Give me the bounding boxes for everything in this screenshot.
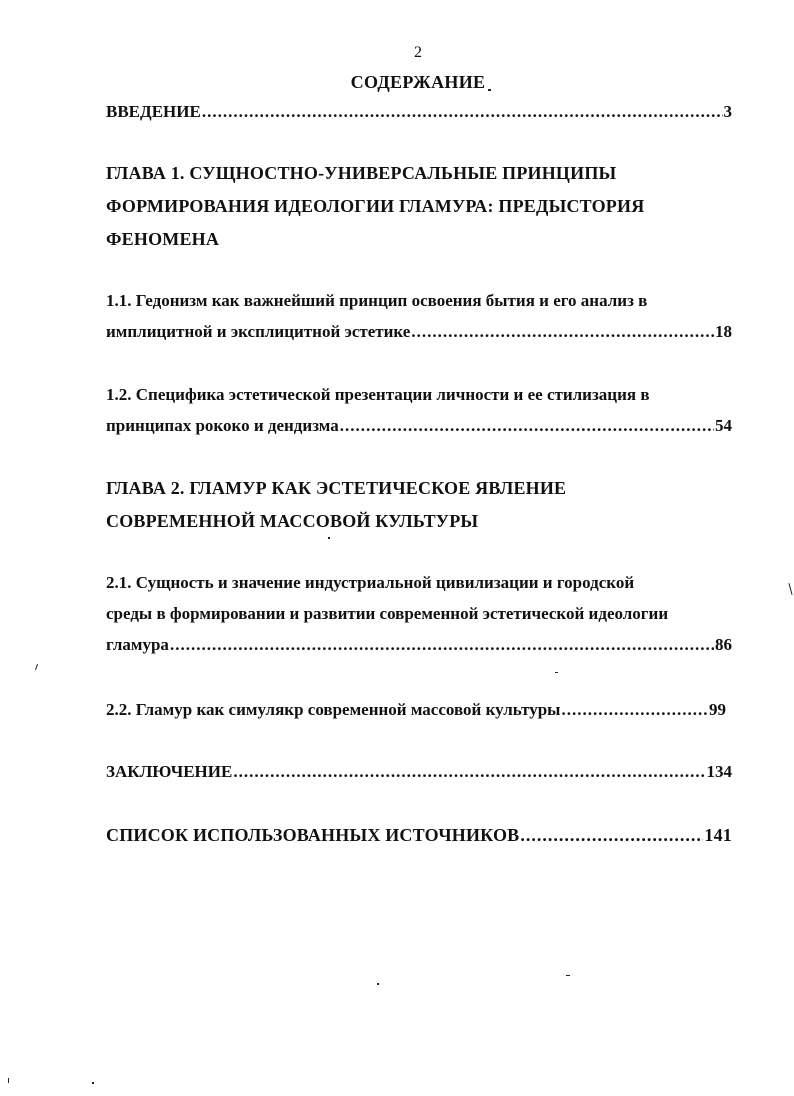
- toc-entry-2-1: [106, 567, 732, 660]
- toc-entry-page: 99: [709, 700, 726, 719]
- toc-entry-label: СПИСОК ИСПОЛЬЗОВАННЫХ ИСТОЧНИКОВ: [106, 825, 520, 845]
- page-title: СОДЕРЖАНИЕ: [350, 72, 486, 92]
- toc-chapter-line: ФЕНОМЕНА: [106, 229, 220, 249]
- toc-entry-label: ЗАКЛЮЧЕНИЕ: [106, 762, 233, 781]
- toc-entry-page: 54: [715, 416, 732, 435]
- toc-chapter-line: ГЛАВА 2. ГЛАМУР КАК ЭСТЕТИЧЕСКОЕ ЯВЛЕНИЕ: [106, 478, 567, 498]
- toc-entry-page: 3: [723, 102, 732, 121]
- toc-chapter-line: СОВРЕМЕННОЙ МАССОВОЙ КУЛЬТУРЫ: [106, 511, 479, 531]
- scan-speck: [488, 89, 491, 91]
- toc-entry-2-2: [106, 694, 726, 725]
- toc-chapter-2: [106, 472, 732, 538]
- toc-entry-line: гламура: [106, 635, 169, 654]
- dot-leader: [520, 819, 703, 852]
- toc-entry-1-1: [106, 285, 732, 347]
- dot-leader: [170, 629, 714, 660]
- dot-leader: [233, 756, 705, 787]
- toc-entry-page: 134: [706, 762, 732, 781]
- toc-entry-page: 18: [715, 322, 732, 341]
- scan-speck: [555, 672, 558, 673]
- dot-leader: [202, 96, 723, 127]
- toc-entry-page: 86: [715, 635, 732, 654]
- toc-entry-intro: [106, 96, 732, 127]
- dot-leader: [340, 410, 714, 441]
- toc-entry-line: 1.1. Гедонизм как важнейший принцип освоения бытия и его анализ в: [106, 291, 648, 310]
- scan-speck: [8, 1078, 9, 1083]
- scan-speck: [566, 975, 570, 976]
- dot-leader: [411, 316, 714, 347]
- scan-speck: [328, 537, 330, 539]
- toc-entry-label: ВВЕДЕНИЕ: [106, 102, 201, 121]
- toc-entry-line: среды в формировании и развитии современной эстетической идеологии: [106, 604, 669, 623]
- toc-entry-label: 2.2. Гламур как симулякр современной массовой культуры: [106, 700, 561, 719]
- toc-entry-line: 2.1. Сущность и значение индустриальной цивилизации и городской: [106, 573, 635, 592]
- toc-entry-line: 1.2. Специфика эстетической презентации личности и ее стилизация в: [106, 385, 650, 404]
- toc-entry-page: 141: [704, 825, 732, 845]
- toc-entry-1-2: [106, 379, 732, 441]
- page-number: 2: [414, 44, 422, 61]
- scan-speck: [788, 583, 792, 595]
- toc-entry-sources: [106, 819, 732, 852]
- toc-chapter-line: ФОРМИРОВАНИЯ ИДЕОЛОГИИ ГЛАМУРА: ПРЕДЫСТОРИЯ: [106, 196, 645, 216]
- dot-leader: [561, 694, 708, 725]
- scan-speck: [377, 983, 379, 985]
- scan-speck: [35, 664, 38, 670]
- toc-chapter-1: [106, 157, 732, 256]
- toc-entry-conclusion: [106, 756, 732, 787]
- scan-speck: [92, 1082, 94, 1084]
- toc-entry-line: принципах рококо и дендизма: [106, 416, 339, 435]
- toc-entry-line: имплицитной и эксплицитной эстетике: [106, 322, 411, 341]
- toc-chapter-line: ГЛАВА 1. СУЩНОСТНО-УНИВЕРСАЛЬНЫЕ ПРИНЦИПЫ: [106, 163, 617, 183]
